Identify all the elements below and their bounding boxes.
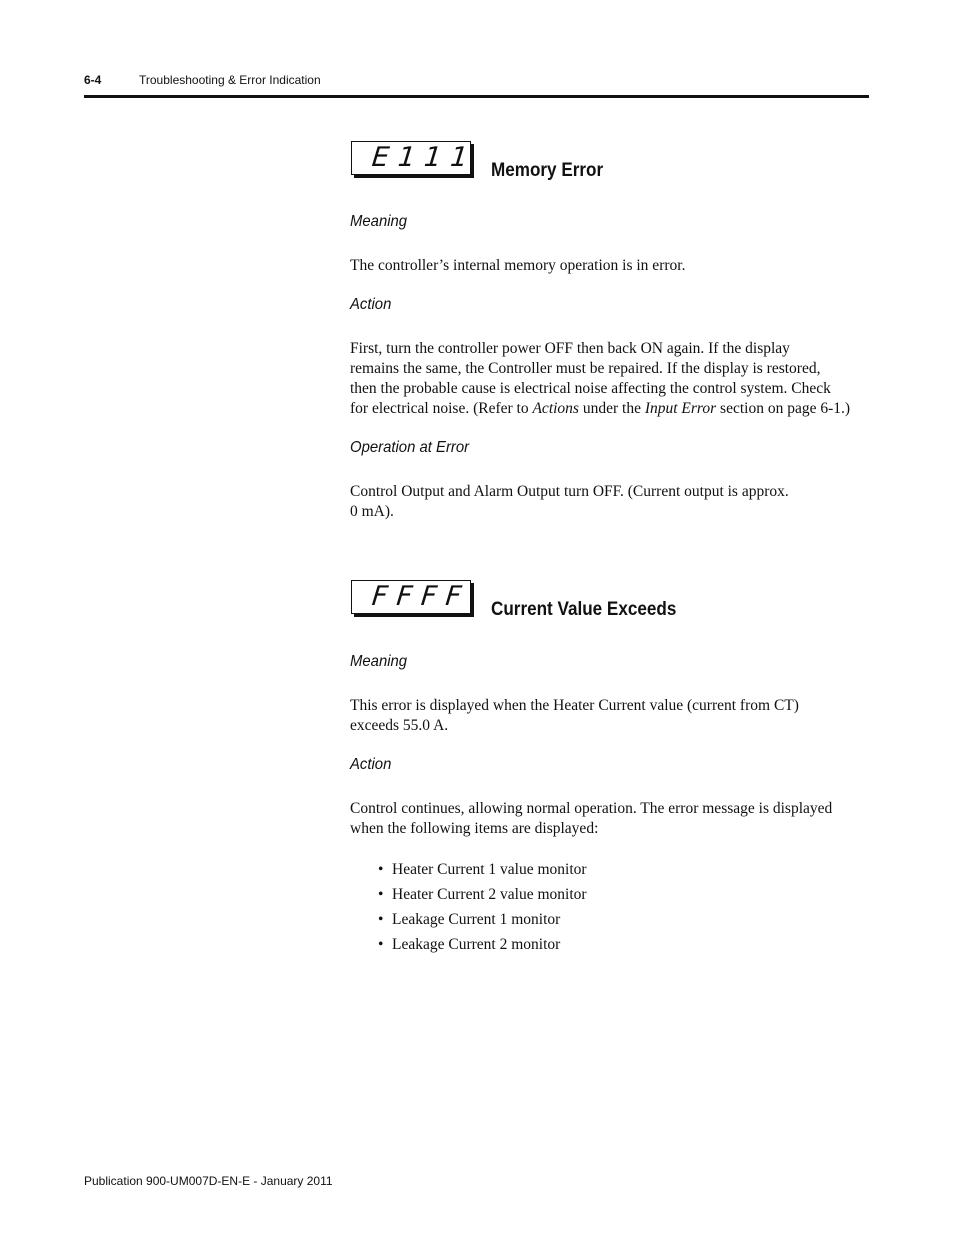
display-code-ffff: FFFF (370, 581, 472, 612)
action-paragraph: First, turn the controller power OFF then back ON again. If the display remains the same, the Controller must be repaired. If the display is restored, then the probable cause is electrical noise affecting the control system. Check for electrical noise. (Refer to Actions under the Input Error section on page 6-1.) (350, 340, 851, 417)
meaning-text: The controller’s internal memory operation is in error. (350, 257, 686, 274)
list-item: • Leakage Current 1 monitor (378, 910, 587, 935)
page-number: 6-4 (84, 73, 102, 87)
bullet-list (378, 860, 587, 960)
display-code-box-ffff (351, 580, 471, 614)
action-paragraph: Control continues, allowing normal operation. The error message is displayed when the following items are displayed: (350, 800, 833, 837)
section-title-current-value-exceeds: Current Value Exceeds (491, 599, 677, 620)
list-item: • Heater Current 1 value monitor (378, 860, 587, 885)
subheading-action: Action (350, 296, 392, 313)
subheading-action: Action (350, 756, 392, 773)
display-code-e111: E111 (370, 142, 479, 173)
actions-emphasis: Actions (532, 400, 579, 417)
header-rule (84, 95, 869, 98)
publication-footer: Publication 900-UM007D-EN-E - January 2011 (84, 1174, 333, 1188)
list-item: • Heater Current 2 value monitor (378, 885, 587, 910)
list-item: • Leakage Current 2 monitor (378, 935, 587, 960)
display-code-box-e111 (351, 141, 479, 175)
operation-paragraph: Control Output and Alarm Output turn OFF. (Current output is approx. 0 mA). (350, 483, 789, 520)
chapter-title: Troubleshooting & Error Indication (139, 73, 321, 87)
subheading-meaning: Meaning (350, 653, 408, 670)
input-error-emphasis: Input Error (644, 400, 717, 417)
subheading-operation-at-error: Operation at Error (350, 439, 470, 456)
section-title-memory-error: Memory Error (491, 160, 604, 181)
subheading-meaning: Meaning (350, 213, 408, 230)
meaning-paragraph: This error is displayed when the Heater Current value (current from CT) exceeds 55.0 A. (350, 697, 799, 734)
